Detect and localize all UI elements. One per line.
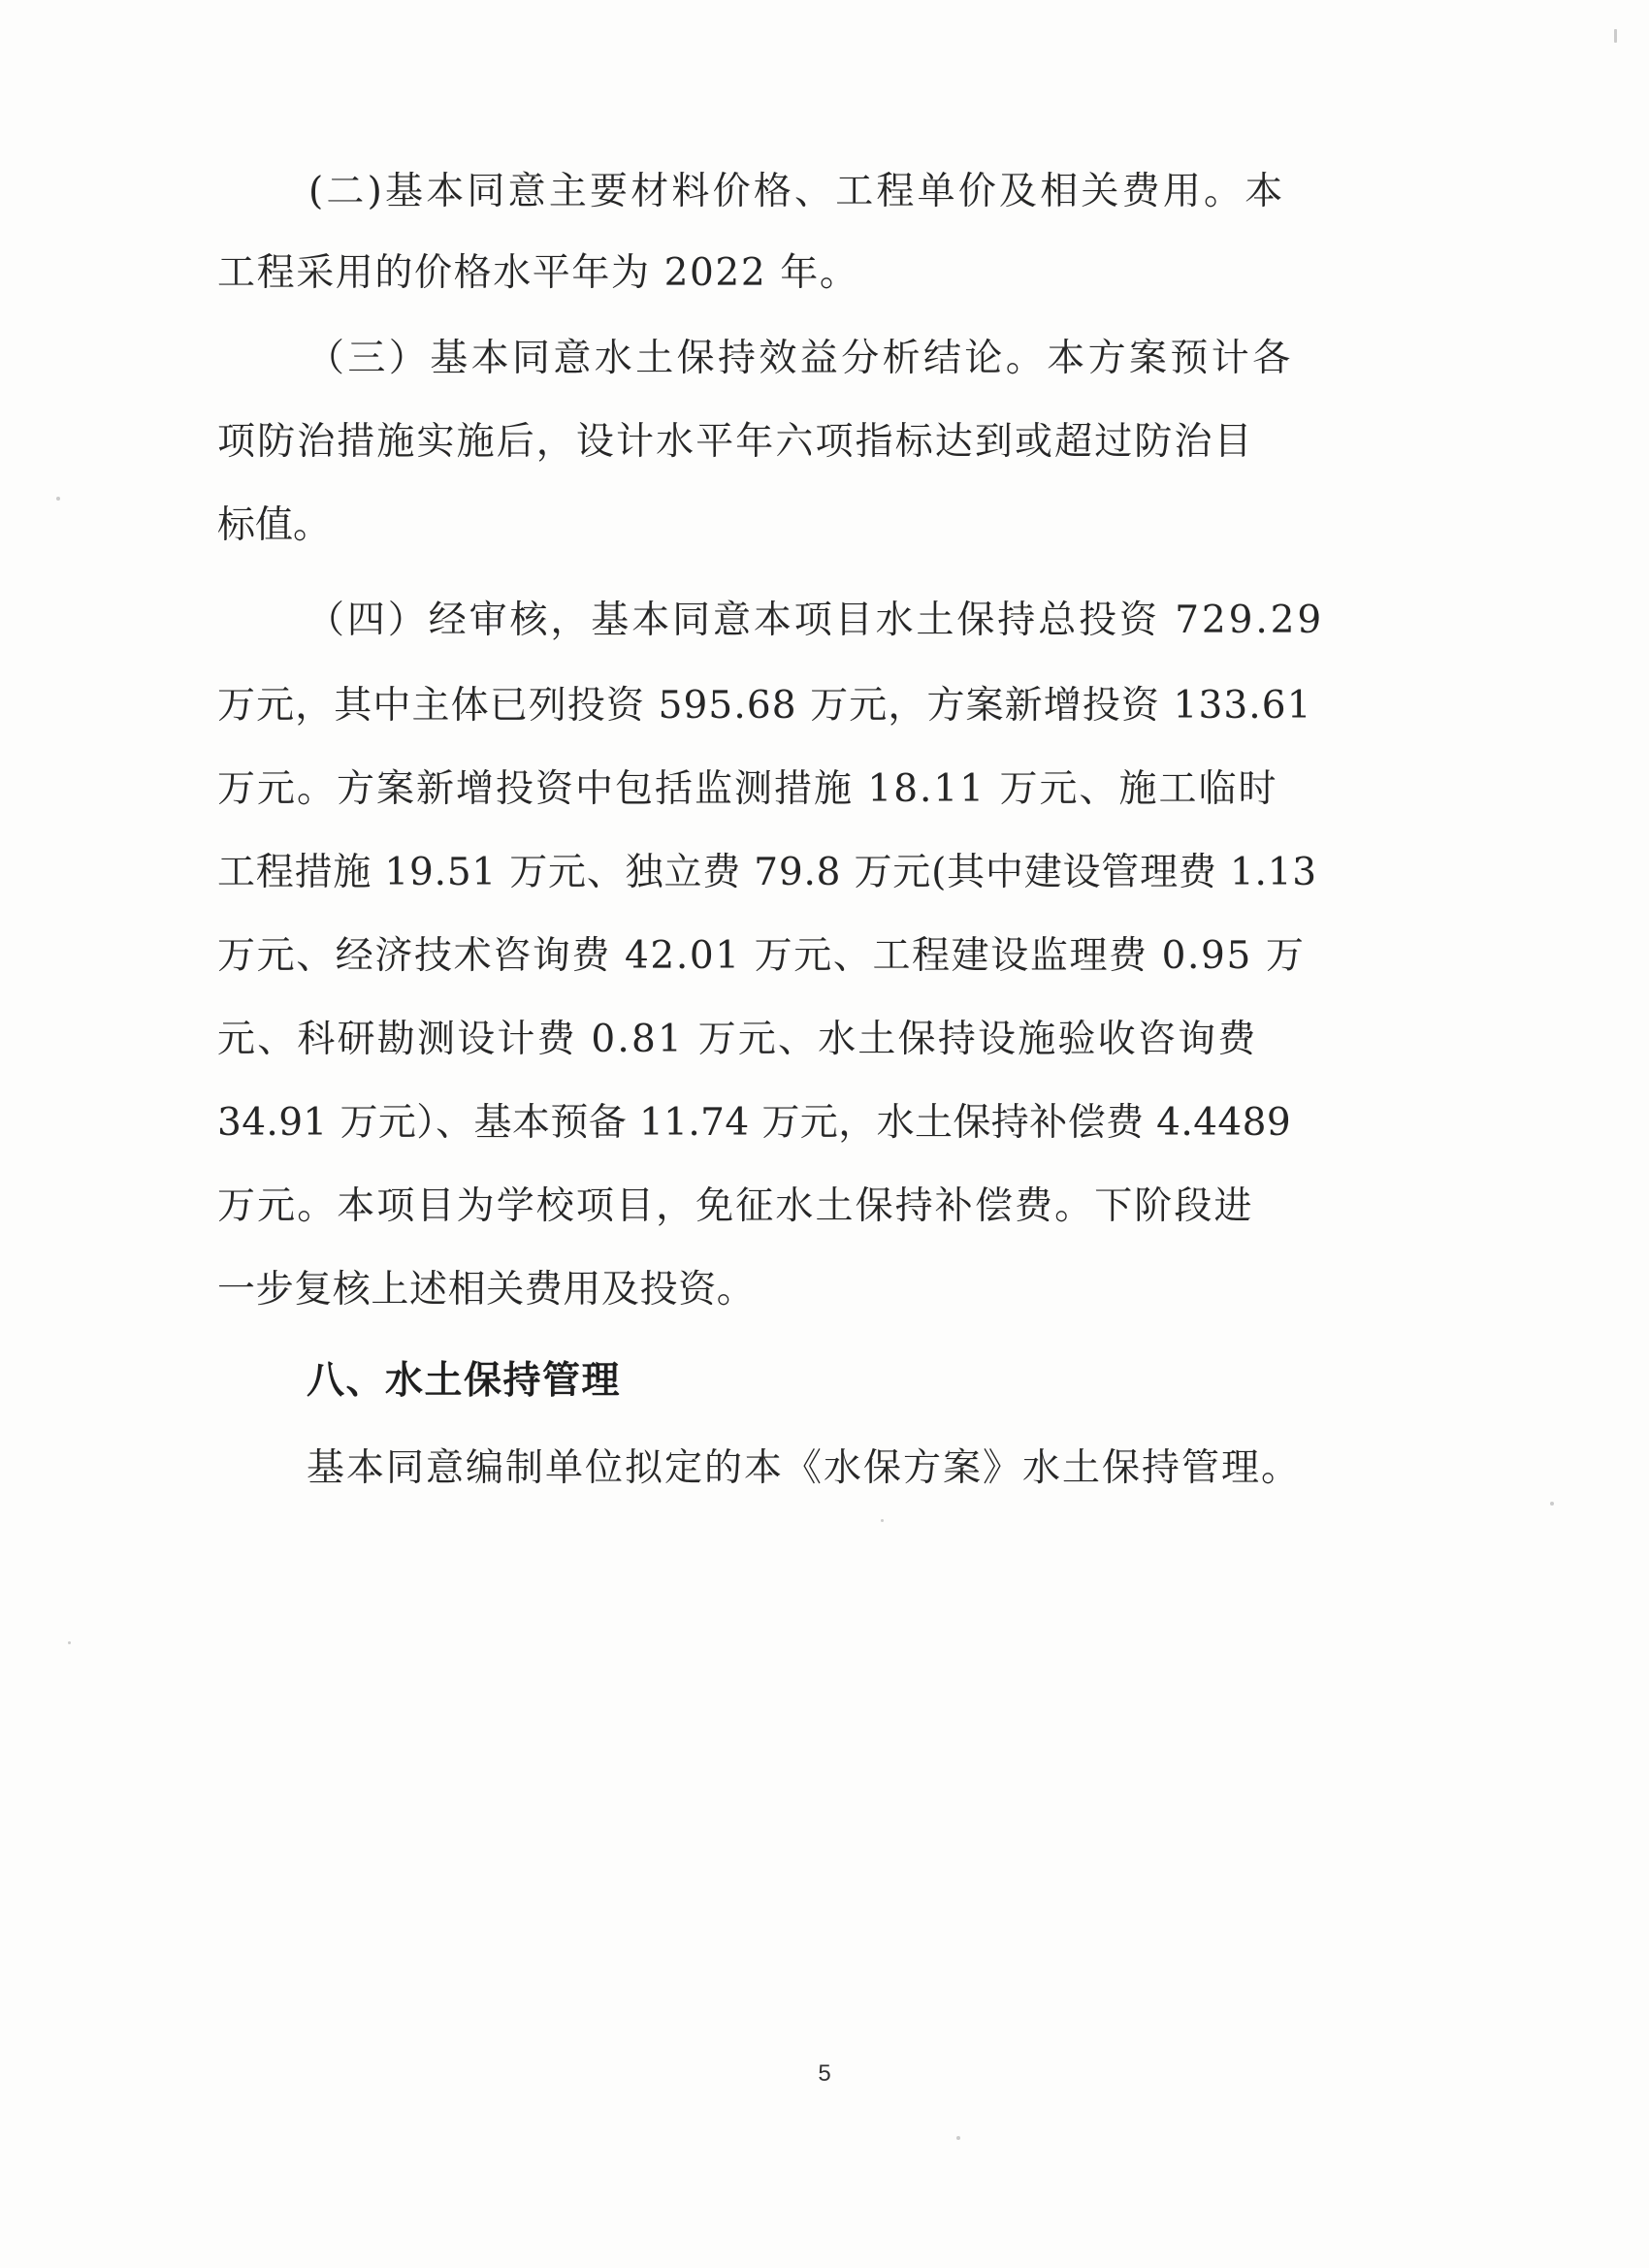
text-line-3: （三）基本同意水土保持效益分析结论。本方案预计各	[307, 337, 1294, 380]
scan-speck	[956, 2136, 960, 2140]
text-line-8: 万元。方案新增投资中包括监测措施 18.11 万元、施工临时	[217, 767, 1278, 811]
text-line-16: 基本同意编制单位拟定的本《水保方案》水土保持管理。	[307, 1446, 1302, 1490]
text-line-5: 标值。	[217, 503, 332, 547]
text-line-7: 万元，其中主体已列投资 595.68 万元，方案新增投资 133.61	[217, 684, 1312, 728]
scan-speck	[1550, 1502, 1554, 1506]
section-heading: 八、水土保持管理	[307, 1359, 622, 1403]
text-line-10: 万元、经济技术咨询费 42.01 万元、工程建设监理费 0.95 万	[217, 934, 1306, 978]
text-line-6: （四）经审核，基本同意本项目水土保持总投资 729.29	[307, 599, 1325, 642]
text-line-1: (二)基本同意主要材料价格、工程单价及相关费用。本	[308, 170, 1286, 213]
scan-speck	[881, 1519, 884, 1522]
page-number: 5	[818, 2060, 831, 2087]
text-line-9: 工程措施 19.51 万元、独立费 79.8 万元(其中建设管理费 1.13	[217, 851, 1317, 894]
text-line-13: 万元。本项目为学校项目，免征水土保持补偿费。下阶段进	[217, 1184, 1254, 1228]
text-line-11: 元、科研勘测设计费 0.81 万元、水土保持设施验收咨询费	[217, 1018, 1258, 1061]
scan-speck	[68, 1641, 71, 1644]
text-line-4: 项防治措施实施后，设计水平年六项指标达到或超过防治目	[217, 420, 1254, 464]
scan-speck	[56, 497, 60, 501]
scan-speck	[1614, 29, 1617, 43]
text-line-14: 一步复核上述相关费用及投资。	[217, 1268, 756, 1312]
text-line-2: 工程采用的价格水平年为 2022 年。	[217, 251, 859, 295]
text-line-12: 34.91 万元）、基本预备 11.74 万元，水土保持补偿费 4.4489	[217, 1101, 1292, 1145]
